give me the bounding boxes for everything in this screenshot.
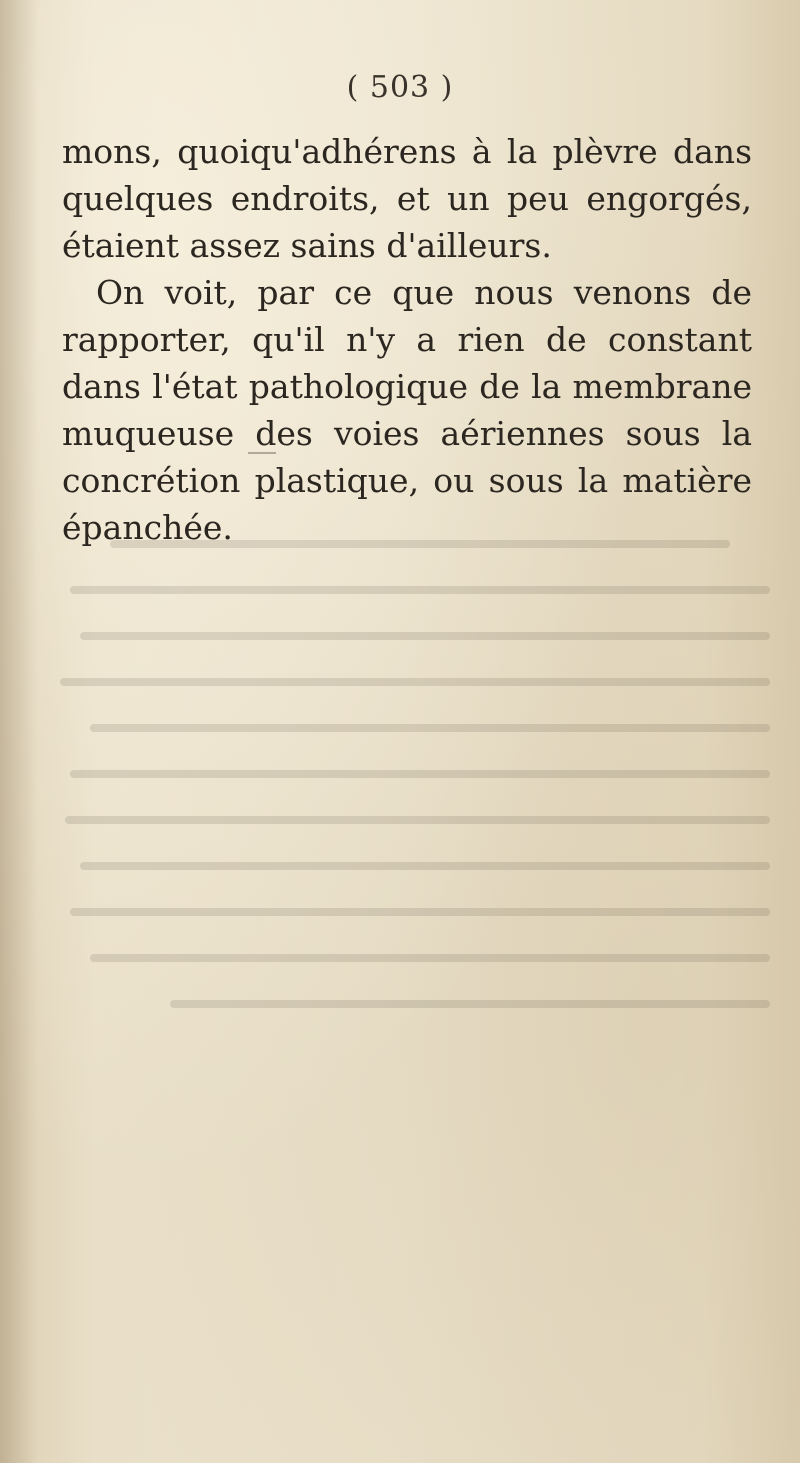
section-end-mark <box>248 452 276 454</box>
reverse-side-bleed-through <box>30 520 790 1040</box>
paragraph-2: On voit, par ce que nous venons de rapporter, qu'il n'y a rien de constant dans l'état pathologique de la membrane muqueuse des voies aériennes sous la concrétion plastique, ou sous la matière épanchée. <box>62 273 752 547</box>
page-gutter-shadow <box>0 0 38 1463</box>
body-text <box>62 128 752 551</box>
bleed-texture <box>30 520 790 1040</box>
page-number: ( 503 ) <box>346 70 454 105</box>
paragraph-1: mons, quoiqu'adhérens à la plèvre dans quelques endroits, et un peu engorgés, étaient assez sains d'ailleurs. <box>62 132 752 265</box>
